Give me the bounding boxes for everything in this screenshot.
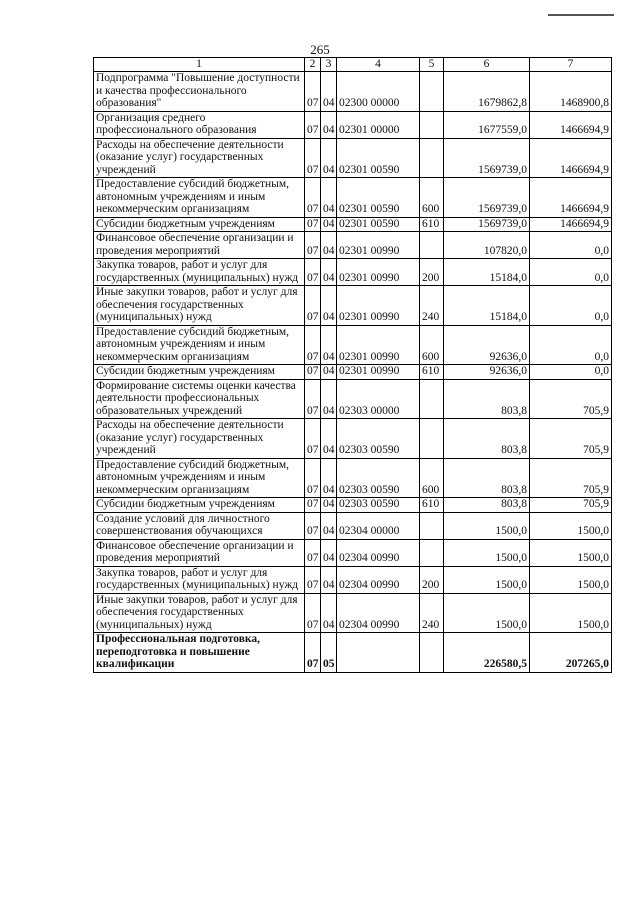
row-amount-2-cell: 0,0 <box>530 365 612 380</box>
row-target-article-cell: 02301 00590 <box>337 138 420 178</box>
row-amount-2-cell: 705,9 <box>530 498 612 513</box>
table-row <box>94 539 612 566</box>
table-row <box>94 379 612 419</box>
row-section-cell: 07 <box>305 111 321 138</box>
row-subsection-cell: 04 <box>321 325 337 365</box>
row-subsection-cell: 04 <box>321 458 337 498</box>
row-section-cell: 07 <box>305 232 321 259</box>
table-row <box>94 178 612 218</box>
row-amount-2-cell: 1466694,9 <box>530 178 612 218</box>
row-name-cell: Предоставление субсидий бюджетным, автономным учреждениям и иным некоммерческим организациям <box>94 458 305 498</box>
header-col-2: 2 <box>305 58 321 72</box>
row-subsection-cell: 04 <box>321 498 337 513</box>
row-amount-1-cell: 92636,0 <box>444 365 530 380</box>
header-row <box>94 58 612 72</box>
row-target-article-cell: 02301 00000 <box>337 111 420 138</box>
row-subsection-cell: 04 <box>321 365 337 380</box>
row-name-cell: Расходы на обеспечение деятельности (оказание услуг) государственных учреждений <box>94 138 305 178</box>
row-name-cell: Предоставление субсидий бюджетным, автономным учреждениям и иным некоммерческим организациям <box>94 178 305 218</box>
row-target-article-cell: 02301 00990 <box>337 325 420 365</box>
row-expense-type-cell: 240 <box>420 286 444 326</box>
row-target-article-cell: 02301 00590 <box>337 178 420 218</box>
row-target-article-cell: 02303 00000 <box>337 379 420 419</box>
row-amount-2-cell: 0,0 <box>530 286 612 326</box>
row-section-cell: 07 <box>305 365 321 380</box>
row-target-article-cell: 02301 00990 <box>337 286 420 326</box>
row-section-cell: 07 <box>305 178 321 218</box>
header-col-7: 7 <box>530 58 612 72</box>
row-name-cell: Профессиональная подготовка, переподготовка и повышение квалификации <box>94 633 305 673</box>
row-expense-type-cell <box>420 539 444 566</box>
row-section-cell: 07 <box>305 633 321 673</box>
row-expense-type-cell: 610 <box>420 365 444 380</box>
row-subsection-cell: 04 <box>321 232 337 259</box>
row-amount-1-cell: 92636,0 <box>444 325 530 365</box>
row-amount-1-cell: 1500,0 <box>444 539 530 566</box>
budget-table <box>93 57 612 673</box>
row-amount-2-cell: 0,0 <box>530 325 612 365</box>
row-amount-2-cell: 0,0 <box>530 259 612 286</box>
table-row <box>94 458 612 498</box>
row-amount-2-cell: 1500,0 <box>530 512 612 539</box>
row-amount-1-cell: 15184,0 <box>444 286 530 326</box>
row-target-article-cell <box>337 633 420 673</box>
row-amount-1-cell: 803,8 <box>444 419 530 459</box>
row-name-cell: Закупка товаров, работ и услуг для государственных (муниципальных) нужд <box>94 566 305 593</box>
row-amount-2-cell: 1500,0 <box>530 593 612 633</box>
row-name-cell: Предоставление субсидий бюджетным, автономным учреждениям и иным некоммерческим организациям <box>94 325 305 365</box>
table-row <box>94 138 612 178</box>
row-amount-1-cell: 1569739,0 <box>444 178 530 218</box>
row-expense-type-cell <box>420 512 444 539</box>
row-expense-type-cell <box>420 379 444 419</box>
row-subsection-cell: 05 <box>321 633 337 673</box>
row-amount-2-cell: 0,0 <box>530 232 612 259</box>
row-subsection-cell: 04 <box>321 379 337 419</box>
row-name-cell: Закупка товаров, работ и услуг для государственных (муниципальных) нужд <box>94 259 305 286</box>
row-amount-1-cell: 1569739,0 <box>444 217 530 232</box>
table-row <box>94 232 612 259</box>
table-row <box>94 512 612 539</box>
row-target-article-cell: 02301 00990 <box>337 365 420 380</box>
row-amount-1-cell: 107820,0 <box>444 232 530 259</box>
row-amount-2-cell: 1500,0 <box>530 566 612 593</box>
table-body <box>94 72 612 673</box>
row-section-cell: 07 <box>305 593 321 633</box>
table-row <box>94 498 612 513</box>
row-subsection-cell: 04 <box>321 178 337 218</box>
row-target-article-cell: 02301 00990 <box>337 232 420 259</box>
row-section-cell: 07 <box>305 286 321 326</box>
row-section-cell: 07 <box>305 379 321 419</box>
row-subsection-cell: 04 <box>321 138 337 178</box>
row-name-cell: Финансовое обеспечение организации и проведения мероприятий <box>94 539 305 566</box>
row-amount-2-cell: 1466694,9 <box>530 138 612 178</box>
row-target-article-cell: 02303 00590 <box>337 458 420 498</box>
top-rule <box>548 14 614 16</box>
row-subsection-cell: 04 <box>321 539 337 566</box>
row-amount-1-cell: 1500,0 <box>444 566 530 593</box>
row-amount-1-cell: 803,8 <box>444 498 530 513</box>
row-subsection-cell: 04 <box>321 259 337 286</box>
row-target-article-cell: 02303 00590 <box>337 419 420 459</box>
row-amount-1-cell: 1500,0 <box>444 593 530 633</box>
row-name-cell: Формирование системы оценки качества деятельности профессиональных образовательных учреждений <box>94 379 305 419</box>
row-target-article-cell: 02301 00990 <box>337 259 420 286</box>
table-row <box>94 365 612 380</box>
row-target-article-cell: 02304 00990 <box>337 539 420 566</box>
row-target-article-cell: 02300 00000 <box>337 72 420 112</box>
row-amount-1-cell: 1500,0 <box>444 512 530 539</box>
header-col-4: 4 <box>337 58 420 72</box>
row-expense-type-cell <box>420 633 444 673</box>
row-amount-2-cell: 705,9 <box>530 379 612 419</box>
row-section-cell: 07 <box>305 138 321 178</box>
row-section-cell: 07 <box>305 325 321 365</box>
row-target-article-cell: 02301 00590 <box>337 217 420 232</box>
row-name-cell: Иные закупки товаров, работ и услуг для обеспечения государственных (муниципальных) нужд <box>94 593 305 633</box>
row-section-cell: 07 <box>305 72 321 112</box>
header-col-6: 6 <box>444 58 530 72</box>
row-section-cell: 07 <box>305 512 321 539</box>
row-expense-type-cell: 600 <box>420 458 444 498</box>
row-amount-1-cell: 226580,5 <box>444 633 530 673</box>
row-expense-type-cell: 240 <box>420 593 444 633</box>
row-expense-type-cell <box>420 111 444 138</box>
row-amount-1-cell: 1569739,0 <box>444 138 530 178</box>
header-col-3: 3 <box>321 58 337 72</box>
row-subsection-cell: 04 <box>321 593 337 633</box>
table-row <box>94 325 612 365</box>
row-target-article-cell: 02304 00000 <box>337 512 420 539</box>
row-amount-2-cell: 1500,0 <box>530 539 612 566</box>
table-row <box>94 72 612 112</box>
row-expense-type-cell: 600 <box>420 178 444 218</box>
table-row <box>94 566 612 593</box>
row-name-cell: Субсидии бюджетным учреждениям <box>94 498 305 513</box>
table-row <box>94 286 612 326</box>
row-expense-type-cell <box>420 72 444 112</box>
row-section-cell: 07 <box>305 259 321 286</box>
table-row <box>94 217 612 232</box>
row-amount-1-cell: 803,8 <box>444 379 530 419</box>
row-amount-1-cell: 1677559,0 <box>444 111 530 138</box>
row-name-cell: Субсидии бюджетным учреждениям <box>94 365 305 380</box>
page-number: 265 <box>310 42 330 57</box>
row-section-cell: 07 <box>305 498 321 513</box>
row-name-cell: Создание условий для личностного совершенствования обучающихся <box>94 512 305 539</box>
table-row <box>94 593 612 633</box>
row-subsection-cell: 04 <box>321 419 337 459</box>
row-amount-2-cell: 1466694,9 <box>530 111 612 138</box>
row-expense-type-cell <box>420 232 444 259</box>
row-target-article-cell: 02304 00990 <box>337 593 420 633</box>
row-expense-type-cell <box>420 138 444 178</box>
row-expense-type-cell: 600 <box>420 325 444 365</box>
row-target-article-cell: 02304 00990 <box>337 566 420 593</box>
row-amount-2-cell: 705,9 <box>530 419 612 459</box>
row-name-cell: Расходы на обеспечение деятельности (оказание услуг) государственных учреждений <box>94 419 305 459</box>
row-amount-2-cell: 1466694,9 <box>530 217 612 232</box>
table-row <box>94 111 612 138</box>
row-expense-type-cell: 610 <box>420 498 444 513</box>
row-amount-1-cell: 1679862,8 <box>444 72 530 112</box>
header-col-5: 5 <box>420 58 444 72</box>
row-subsection-cell: 04 <box>321 72 337 112</box>
table-row <box>94 259 612 286</box>
row-section-cell: 07 <box>305 566 321 593</box>
row-amount-1-cell: 15184,0 <box>444 259 530 286</box>
table-row <box>94 419 612 459</box>
row-subsection-cell: 04 <box>321 566 337 593</box>
row-amount-2-cell: 705,9 <box>530 458 612 498</box>
row-name-cell: Подпрограмма "Повышение доступности и качества профессионального образования" <box>94 72 305 112</box>
row-subsection-cell: 04 <box>321 217 337 232</box>
row-expense-type-cell: 200 <box>420 259 444 286</box>
row-amount-1-cell: 803,8 <box>444 458 530 498</box>
row-section-cell: 07 <box>305 217 321 232</box>
row-amount-2-cell: 1468900,8 <box>530 72 612 112</box>
row-amount-2-cell: 207265,0 <box>530 633 612 673</box>
row-expense-type-cell <box>420 419 444 459</box>
row-subsection-cell: 04 <box>321 111 337 138</box>
row-section-cell: 07 <box>305 458 321 498</box>
row-name-cell: Иные закупки товаров, работ и услуг для обеспечения государственных (муниципальных) нужд <box>94 286 305 326</box>
header-col-1: 1 <box>94 58 305 72</box>
row-name-cell: Организация среднего профессионального образования <box>94 111 305 138</box>
row-name-cell: Субсидии бюджетным учреждениям <box>94 217 305 232</box>
row-subsection-cell: 04 <box>321 286 337 326</box>
row-section-cell: 07 <box>305 539 321 566</box>
row-expense-type-cell: 200 <box>420 566 444 593</box>
row-subsection-cell: 04 <box>321 512 337 539</box>
row-expense-type-cell: 610 <box>420 217 444 232</box>
row-section-cell: 07 <box>305 419 321 459</box>
row-name-cell: Финансовое обеспечение организации и проведения мероприятий <box>94 232 305 259</box>
row-target-article-cell: 02303 00590 <box>337 498 420 513</box>
table-row <box>94 633 612 673</box>
